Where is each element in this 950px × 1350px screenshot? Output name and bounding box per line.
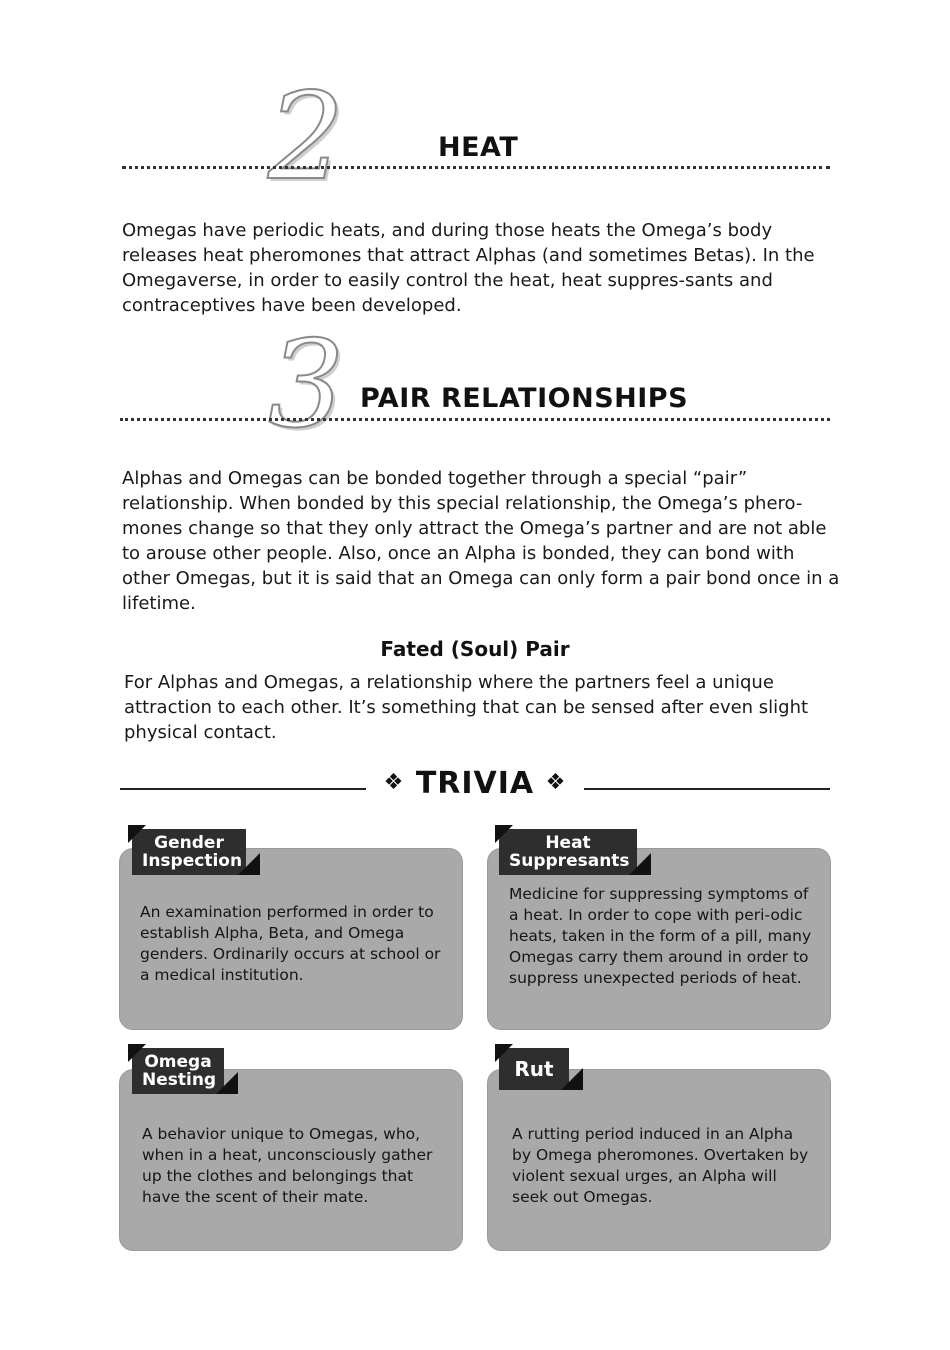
tag-line: Rut xyxy=(514,1057,554,1081)
tag-line: Gender xyxy=(154,833,224,853)
card-text-gender-inspection: An examination performed in order to establish Alpha, Beta, and Omega genders. Ordinarily occurs at school or a medical institution. xyxy=(140,903,441,984)
tag-line: Suppresants xyxy=(509,851,630,871)
heat-divider xyxy=(122,166,830,169)
diamond-icon: ❖ xyxy=(383,770,405,795)
tag-line: Inspection xyxy=(142,851,243,871)
section-number-3: 3 xyxy=(268,316,345,455)
trivia-heading xyxy=(370,766,580,801)
pair-body: Alphas and Omegas can be bonded together through a special “pair” relationship. When bonded by this special relationship, the Omega’s phero-mones change so that they only attract the Omega’s partner and are not able to arouse other people. Also, once an Alpha is bonded, they can bond with other Omegas, but it is said that an Omega can only form a pair bond once in a lifetime. xyxy=(122,468,840,614)
tag-line: Heat xyxy=(545,833,591,853)
fated-pair-title: Fated (Soul) Pair xyxy=(380,637,570,661)
heat-body: Omegas have periodic heats, and during those heats the Omega’s body releases heat pheromones that attract Alphas (and sometimes Betas). In the Omegaverse, in order to easily control the heat, heat suppres-sants and contraceptives have been developed. xyxy=(122,220,815,316)
trivia-title: TRIVIA xyxy=(415,766,535,801)
card-tag-gender-inspection xyxy=(132,829,246,875)
pair-divider xyxy=(120,418,830,421)
tag-line: Omega xyxy=(144,1052,212,1072)
fated-pair-body: For Alphas and Omegas, a relationship where the partners feel a unique attraction to each other. It’s something that can be sensed after even slight physical contact. xyxy=(124,672,809,743)
pair-title: PAIR RELATIONSHIPS xyxy=(360,383,689,414)
card-text-heat-suppresants: Medicine for suppressing symptoms of a heat. In order to cope with peri-odic heats, taken in the form of a pill, many Omegas carry them around in order to suppress unexpected periods of heat. xyxy=(509,885,812,987)
card-text-omega-nesting: A behavior unique to Omegas, who, when in a heat, unconsciously gather up the clothes and belongings that have the scent of their mate. xyxy=(142,1125,433,1206)
trivia-rule-right xyxy=(584,788,830,790)
card-text-rut: A rutting period induced in an Alpha by Omega pheromones. Overtaken by violent sexual urges, an Alpha will seek out Omegas. xyxy=(512,1125,809,1206)
card-tag-omega-nesting xyxy=(132,1048,224,1094)
card-tag-rut xyxy=(499,1048,569,1090)
tag-line: Nesting xyxy=(142,1070,217,1090)
card-tag-heat-suppresants xyxy=(499,829,637,875)
section-number-2: 2 xyxy=(268,68,345,207)
heat-title: HEAT xyxy=(438,132,519,163)
trivia-rule-left xyxy=(120,788,366,790)
diamond-icon: ❖ xyxy=(545,770,567,795)
